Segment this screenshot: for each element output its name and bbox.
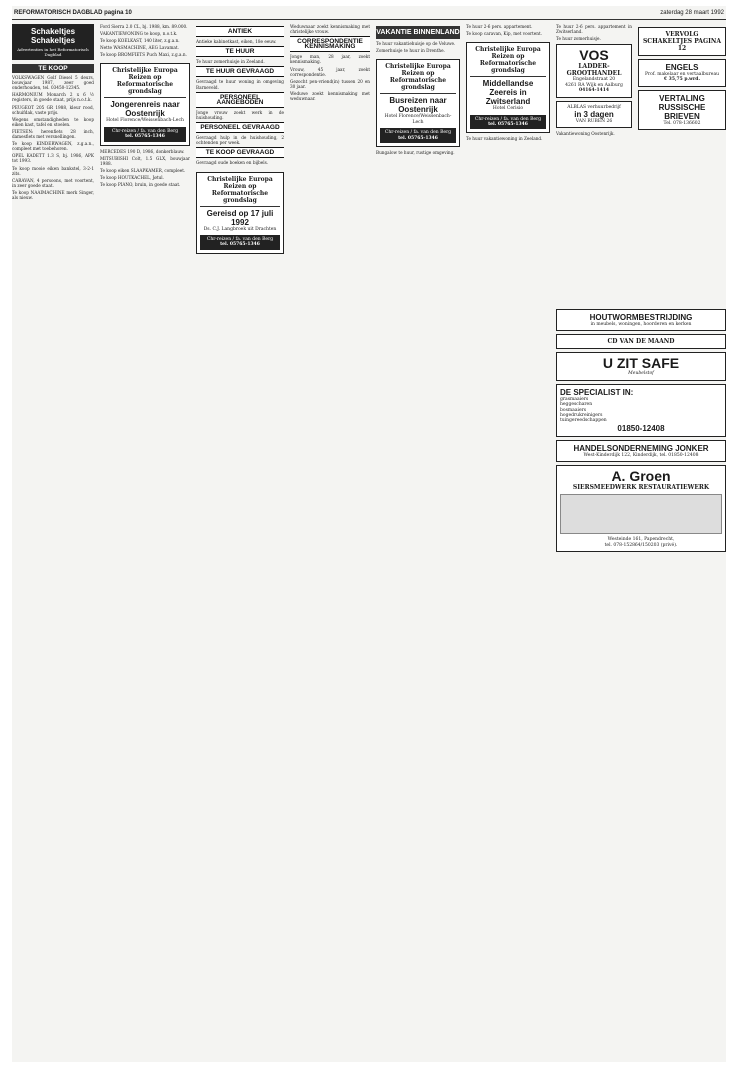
classified-ad: Jonge vrouw zoekt werk in de huishouding. [196, 109, 284, 120]
divider [104, 97, 186, 98]
travel-ad-line2: Hotel Cerisio [492, 106, 524, 112]
classified-ad: Te koop NAAIMACHINE merk Singer, als nieuw. [12, 189, 94, 200]
travel-ad-title: Christelijke Europa Reizen op Reformatorische grondslag [207, 175, 273, 204]
vos-ladder-ad [556, 44, 632, 97]
divider [200, 206, 280, 207]
alblas-ad [556, 101, 632, 129]
banner-title: Schakeltjes Schakeltjes [30, 27, 76, 45]
classified-ad: Te huur vakantiehuisje op de Veluwe. [376, 41, 456, 47]
page-header [12, 6, 726, 20]
section-heading-te-koop: TE KOOP [12, 64, 94, 73]
vos-line2: Engelandstraat 20 [572, 77, 616, 83]
engels-title: ENGELS [665, 63, 699, 72]
classified-ad: Te koop KOELKAST, 140 liter, z.g.a.n. [100, 38, 180, 44]
classified-ad: MITSUBISHI Colt, 1.5 GLX, bouwjaar 1988. [100, 155, 190, 166]
divider [380, 93, 456, 94]
groen-ad [556, 465, 726, 552]
travel-ad-line1: Middellandse Zeereis in Zwitserland [482, 79, 534, 107]
classified-ad: Gevraagd hulp in de huishouding, 2 ochtenden per week. [196, 135, 284, 146]
column-5 [376, 24, 460, 1054]
column-2 [100, 24, 190, 1054]
groen-title: A. Groen [611, 468, 671, 485]
vos-line1: LADDER-GROOTHANDEL [566, 63, 622, 78]
travel-ad-box [376, 59, 460, 147]
groen-addr: Westeinde 161, Papendrecht, [607, 537, 675, 543]
uzit-ad [556, 352, 726, 380]
classified-ad: Te koop PIANO, bruin, in goede staat. [100, 182, 181, 188]
groen-photo [560, 494, 722, 534]
classified-ad: FIETSEN: herenfiets 28 inch, damesfiets met versnellingen. [12, 128, 94, 140]
banner-subtitle: Advertenties in het Reformatorisch Dagblad [17, 47, 89, 57]
cd-ad [556, 334, 726, 349]
travel-ad-contact: Chr-reizen / fa. van den Berg [111, 128, 179, 134]
section-heading-vakantie: VAKANTIE BINNENLAND [376, 26, 460, 39]
classified-ad: PEUGEOT 205 GR 1988, kleur rood, schuifdak, vaste prijs. [12, 104, 94, 115]
cd-title: CD VAN DE MAAND [607, 338, 675, 346]
houtworm-ad [556, 309, 726, 331]
travel-ad-contact: Chr-reizen / fa. van den Berg [474, 116, 542, 122]
section-heading-te-koop-gevraagd: TE KOOP GEVRAAGD [196, 147, 284, 158]
travel-ad-contact: Chr-reizen / fa. van den Berg [384, 130, 452, 136]
groen-sub: SIERSMEEDWERK RESTAURATIEWERK [572, 484, 710, 492]
classified-ad: Te koop mooie eiken bankstel, 3-2-1 zits. [12, 165, 94, 176]
classified-ad: Vrouw, 45 jaar, zoekt correspondentie. [290, 66, 370, 77]
classified-ad: Jonge man, 28 jaar, zoekt kennismaking. [290, 54, 370, 65]
classified-ad: Te huur zomerhuisje in Zeeland. [196, 59, 265, 65]
vos-phone: 04164-1414 [578, 88, 610, 94]
vos-line3: 4261 RA Wijk en Aalburg [565, 82, 623, 88]
classified-ad: VOLKSWAGEN Golf Diesel 5 deurs, bouwjaar 1987, zeer goed onderhouden, tel. 03450-12345. [12, 75, 94, 91]
travel-ad-contact-box [470, 115, 546, 130]
meubelstof: Meubelstof [628, 371, 654, 377]
section-heading-personeel-gevraagd: PERSONEEL GEVRAAGD [196, 122, 284, 133]
classified-ad: Te koop caravan, Kip, met voortent. [466, 31, 542, 37]
section-heading-antiek: ANTIEK [196, 26, 284, 37]
classified-ad: Weduwnaar zoekt kennismaking met christelijke vrouw. [290, 24, 370, 35]
engels-price: € 35,75 p.wrd. [663, 77, 701, 83]
classified-ad: Te koop eiken SLAAPKAMER, compleet. [100, 167, 186, 173]
travel-ad-phone: tel. 05765-1346 [488, 122, 528, 127]
classified-ad: MERCEDES 190 D, 1986, donkerblauw. [100, 148, 185, 154]
classified-ad: Gezocht pen-vriend(in) tussen 20 en 30 jaar. [290, 78, 370, 89]
houtworm-sub: in meubels, woningen, hoorderen en kerken [590, 322, 692, 327]
engels-sub: Prof. makelaar en vertaalbureau [644, 72, 720, 77]
classified-ad: Bungalow te huur, rustige omgeving. [376, 149, 455, 155]
classified-ad: Te huur 2-6 pers. appartement. [466, 24, 533, 29]
travel-ad-line1: Jongerenreis naar Oostenrijk [110, 100, 180, 119]
classified-ad: Ford Sierra 2.0 CL, bj. 1988, km. 89.000. [100, 24, 188, 29]
specialist-ad [556, 384, 726, 437]
classified-ad: Te koop BROMFIETS Puch Maxi, z.g.a.n. [100, 52, 187, 58]
page-header-left: REFORMATORISCH DAGBLAD pagina 10 [14, 10, 132, 16]
classified-ad: VAKANTIEWONING te koop, n.o.t.k. [100, 31, 178, 37]
newspaper-page [12, 6, 726, 1062]
classified-ad: Te huur 2-6 pers. appartement in Zwitserland. [556, 24, 632, 35]
specialist-item: hogedrukreinigers [560, 413, 603, 419]
handel-sub: West-Kinderdijk 122, Kinderdijk, tel. 01850-12408 [583, 452, 699, 458]
handel-title: HANDELSONDERNEMING JONKER [573, 443, 709, 453]
alblas-big: in 3 dagen [574, 109, 614, 119]
travel-ad-phone: tel. 05765-1346 [125, 134, 165, 140]
section-heading-te-huur-gevraagd: TE HUUR GEVRAAGD [196, 66, 284, 77]
vervolg-text: VERVOLG SCHAKELTJES PAGINA 12 [642, 31, 722, 52]
section-heading-personeel-aangeboden: PERSONEEL AANGEBODEN [196, 92, 284, 108]
section-heading-te-huur: TE HUUR [196, 46, 284, 57]
specialist-item: grasmaaiers [560, 396, 589, 402]
classified-ad: Te koop KINDERWAGEN, z.g.a.n., compleet met toebehoren. [12, 141, 94, 152]
travel-ad-contact: Chr-reizen / fa. van den Berg [206, 236, 274, 242]
divider [470, 76, 546, 77]
travel-ad-line2: Hotel Florence/Weissenbach-Lech [384, 114, 452, 125]
vertaling-ad [638, 90, 726, 130]
handel-ad [556, 440, 726, 462]
classified-ad: OPEL KADETT 1.3 S, bj. 1986, APK tot 1993. [12, 153, 94, 164]
travel-ad-line1: Gereisd op 17 juli 1992 [206, 208, 274, 227]
right-ads-block [556, 306, 726, 555]
travel-ad-box [196, 172, 284, 254]
classified-ad: Antieke kabinetkast, eiken, 18e eeuw. [196, 39, 277, 45]
column-4 [290, 24, 370, 1054]
alblas-line: VAN RUBEN 26 [575, 118, 613, 124]
uzit-title: U ZIT SAFE [602, 355, 680, 372]
specialist-phone: 01850-12408 [617, 423, 665, 433]
classified-ad: Nette WASMACHINE, AEG Lavamat. [100, 45, 179, 51]
column-3 [196, 24, 284, 1054]
specialist-title: DE SPECIALIST IN: [560, 387, 634, 397]
engels-ad [638, 59, 726, 87]
travel-ad-contact-box [104, 127, 186, 142]
classified-ad: Wegens omstandigheden te koop eiken kast, tafel en stoelen. [12, 116, 94, 127]
travel-ad-title: Christelijke Europa Reizen op Reformatorische grondslag [112, 67, 178, 96]
travel-ad-box [466, 42, 550, 133]
houtworm-title: HOUTWORMBESTRIJDING [589, 313, 693, 322]
section-heading-kennismaking: CORRESPONDENTIE KENNISMAKING [290, 36, 370, 52]
classified-ad: Weduwe zoekt kennismaking met weduwnaar. [290, 90, 370, 102]
specialist-item: bosmaaiers [560, 407, 587, 413]
travel-ad-line2: Hotel Florence/Weissenbach-Lech [106, 118, 184, 124]
classified-ad: CARAVAN, 4 persoons, met voortent, in zeer goede staat. [12, 177, 94, 188]
specialist-item: heggescharen [560, 402, 593, 408]
vervolg-box [638, 27, 726, 56]
alblas-title: ALBLAS verhuurbedrijf [567, 104, 621, 110]
classified-ad: Gevraagd oude boeken en bijbels. [196, 160, 269, 166]
travel-ad-line2: Ds. C.J. Langbroek uit Drachten [203, 226, 277, 232]
classified-ad: Zomerhuisje te huur in Drenthe. [376, 48, 445, 54]
travel-ad-box [100, 63, 190, 145]
column-6 [466, 24, 550, 1054]
travel-ad-phone: tel. 05765-1346 [398, 135, 438, 141]
classified-ad: HARMONIUM Monarch 2 x 6 ½ registers, in goede staat, prijs n.o.t.k. [12, 92, 94, 103]
travel-ad-phone: tel. 05765-1346 [220, 242, 260, 248]
groen-tel: tel. 078-152864/150203 (privé). [604, 542, 678, 548]
travel-ad-contact-box [200, 235, 280, 250]
classified-ad: Te huur zomerhuisje. [556, 36, 601, 42]
classified-ad: Gevraagd te huur woning in omgeving Barneveld. [196, 79, 284, 90]
travel-ad-contact-box [380, 128, 456, 143]
specialist-item: tuingereedschappen [560, 418, 607, 424]
classified-ad: Te koop HOUTKACHEL, Jøtul. [100, 175, 164, 181]
travel-ad-title: Christelijke Europa Reizen op Reformatorische grondslag [475, 46, 541, 75]
vertaling-phone: Tel. 078-136602 [663, 120, 701, 126]
classified-ad: Te huur vakantiewoning in Zeeland. [466, 136, 543, 142]
vos-name: VOS [579, 47, 609, 64]
vertaling-title: VERTALING RUSSISCHE BRIEVEN [658, 93, 706, 121]
page-header-date: zaterdag 28 maart 1992 [660, 10, 724, 16]
travel-ad-line1: Busreizen naar Oostenrijk [389, 96, 447, 115]
classified-ad: Vakantiewoning Oostenrijk. [556, 131, 615, 137]
column-1 [12, 24, 94, 1054]
schakeltjes-banner [12, 24, 94, 60]
travel-ad-title: Christelijke Europa Reizen op Reformatorische grondslag [385, 63, 451, 92]
